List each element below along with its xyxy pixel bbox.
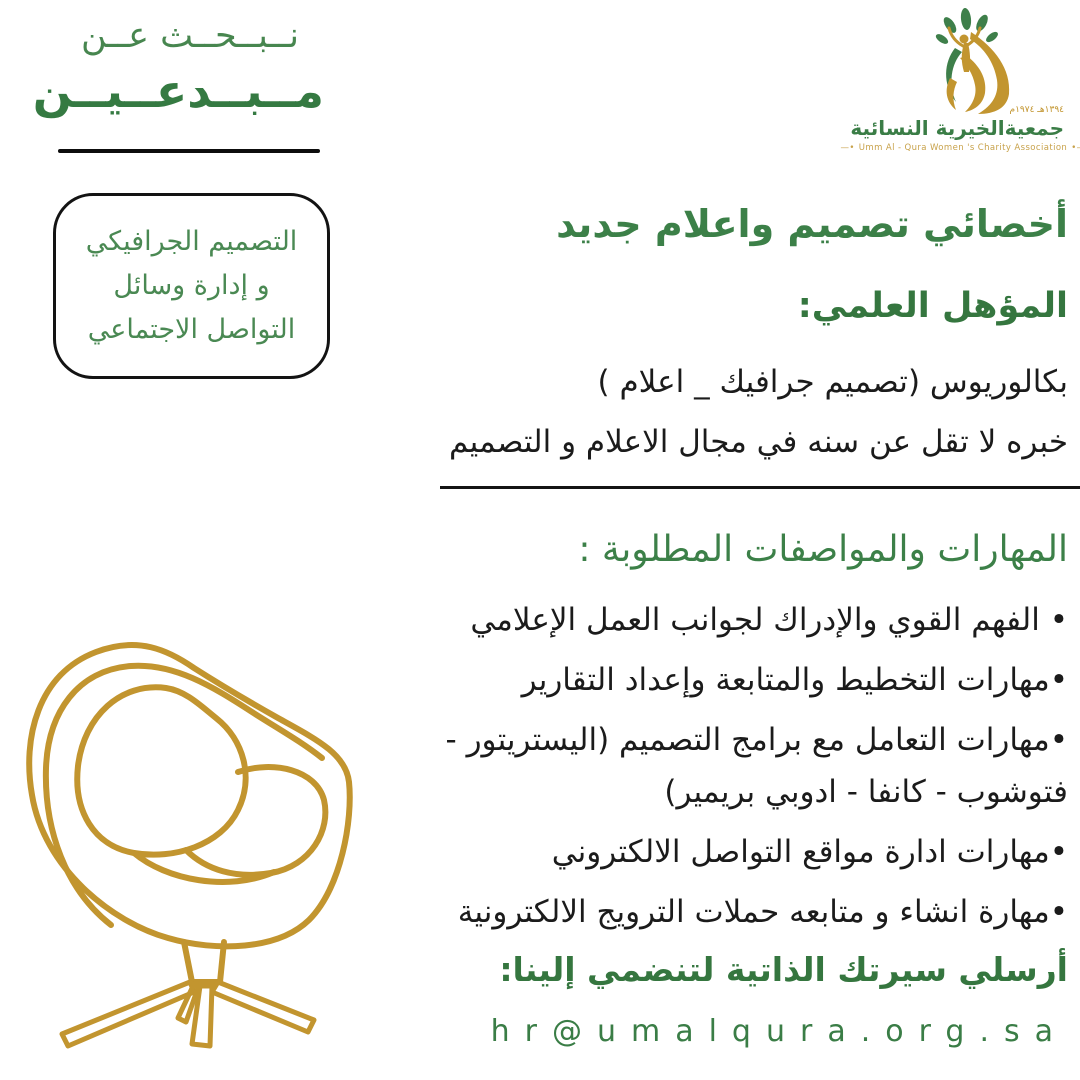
egg-chair-illustration: [16, 620, 384, 1064]
role-box-line: التصميم الجرافيكي: [85, 226, 298, 257]
skills-list: [426, 594, 1068, 938]
wanted-line-2: مــبــدعــيــن: [32, 64, 324, 118]
charity-logo-english: —• Umm Al - Qura Women 's Charity Association •—: [840, 143, 1080, 153]
wanted-headline: [32, 16, 324, 118]
charity-logo: [850, 6, 1068, 153]
cta-text: أرسلي سيرتك الذاتية لتنضمي إلينا:: [499, 950, 1068, 989]
skill-item: •مهارة انشاء و متابعه حملات الترويج الالكترونية: [457, 894, 1068, 930]
charity-logo-arabic-word1: جمعية: [1004, 116, 1064, 140]
wanted-line-1: نــبــحــث عــن: [81, 16, 299, 56]
charity-logo-mark-icon: [862, 6, 1064, 114]
charity-logo-dates: ١٣٩٤هـ ١٩٧٤م: [1009, 105, 1064, 115]
qualification-line: بكالوريوس (تصميم جرافيك _ اعلام ): [597, 364, 1068, 400]
charity-logo-arabic-word2: الخيرية النسائية: [850, 116, 1005, 140]
qualification-lines: [426, 352, 1068, 472]
skill-item: •مهارات التعامل مع برامج التصميم (اليستريتور - فتوشوب - كانفا - ادوبي بريمير): [445, 722, 1068, 810]
qualification-label: المؤهل العلمي:: [797, 286, 1068, 326]
skill-item: •مهارات التخطيط والمتابعة وإعداد التقارير: [521, 662, 1068, 698]
role-box: [53, 193, 330, 379]
role-box-line: و إدارة وسائل: [113, 270, 270, 301]
charity-logo-arabic: [850, 105, 1064, 140]
qualification-line: خبره لا تقل عن سنه في مجال الاعلام و التصميم: [449, 424, 1068, 460]
headline-underline: [58, 149, 320, 153]
email-address: hr@umalqura.org.sa: [490, 1014, 1068, 1049]
skill-item: • الفهم القوي والإدراك لجوانب العمل الإعلامي: [470, 602, 1068, 638]
skills-label: المهارات والمواصفات المطلوبة :: [578, 529, 1068, 570]
job-details: [426, 200, 1068, 1049]
skill-item: •مهارات ادارة مواقع التواصل الالكتروني: [551, 834, 1068, 870]
role-box-line: التواصل الاجتماعي: [87, 314, 296, 345]
job-title: أخصائي تصميم واعلام جديد: [556, 202, 1068, 246]
egg-chair-icon: [16, 620, 384, 1064]
